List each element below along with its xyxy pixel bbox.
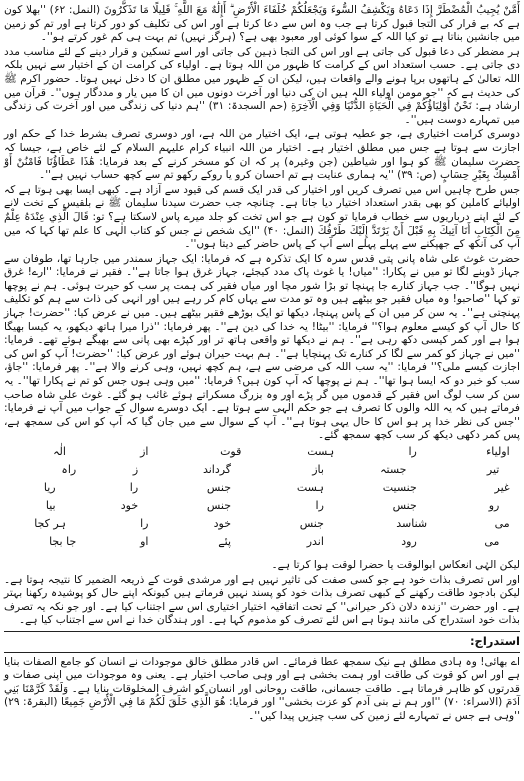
poem-word: را — [140, 517, 149, 530]
paragraph-istidraj: اے بھائی! وہ ہادی مطلق ہے نیک سمجھ عطا فرمائے۔ اس قادر مطلق خالق موجودات نے انسان کو جامع الصفات بنایا ہے اور اس کو قوت کی طاقت اور ہمت بخشی ہے اور وہی صاحب اختیار ہے۔ یعنی وہ موجودات میں اپنی صفات و قدرتوں کو ظاہر فرماتا ہے۔ طاقت جسمانی، طاقت روحانی اور انسان کو اشرف المخلوقات بنایا ہے۔ وَلَقَدْ كَرَّمْنَا بَنِي آدَمَ (الاسراء: ۷۰) ''اور ہم نے بنی آدم کو عزت بخشی'' اور فرمایا: هُوَ الَّذِي خَلَقَ لَكُمْ مَا فِي الْأَرْضِ جَمِيعًا (البقرۃ: ۲۹) ''وہی ہے جس نے تمہارے لئے زمین کی سب چیزیں پیدا کیں''۔ — [4, 655, 520, 722]
paragraph-tasarruf: اور اس تصرف بذات خود ہے جو کسی صفت کی تاثیر نہیں ہے اور مرشدی قوت کے ذریعہ الضمیر کا نتیجہ ہوتا ہے۔ لیکن بادجود طاقت رکھنے کے کبھی تصرف بذات خود کو پسند نہیں فرماتے ہیں کیونکہ اپنے حال کو پوشیدہ رکھنا بہتر ہے۔ اور حضرت ''زندہ دلان ذکر حیرانی'' کے تحت اتفاقیہ اختیار اختیاری اس سے اجتناب کیا ہے۔ اور جو نکہ یہ تصرف بذات خود استدراج کی مانند ہوتا ہے اس لئے تصرف کو مذموم کہا ہے۔ اور ہندگان خدا نے اس سے اجتناب کیا ہے۔ — [4, 573, 520, 627]
poem-word: غیر — [494, 481, 510, 494]
section-heading-istidraj: استدراج: — [469, 633, 520, 648]
poem-word: بیا — [45, 499, 56, 512]
poem-word: تیر — [486, 463, 500, 476]
poem-word: را — [315, 499, 324, 512]
poem-row-1 — [4, 445, 520, 459]
poem-word: پئے — [218, 535, 232, 548]
poem-word: خود — [120, 499, 139, 512]
poem-word: راہ — [61, 463, 77, 476]
poem-word: الٰہ — [53, 445, 66, 458]
poem-word: جنس — [206, 499, 232, 512]
poem-word: باز — [312, 463, 324, 476]
poem-word: جستہ — [380, 463, 407, 476]
section-divider — [4, 652, 520, 653]
poem-word: ریا — [43, 481, 56, 494]
poem-note: لیکن الہٰی انعکاس ابوالوقت یا حضرا لوقت ہوا کرتا ہے۔ — [271, 559, 520, 571]
poem-word: از — [140, 445, 149, 458]
poem-word: شناسد — [396, 517, 428, 530]
poem-word: اولیاء — [486, 445, 510, 458]
paragraph-sulaiman-throne: جس طرح چاہیں اس میں تصرف کریں اور اختیار کی قدر ایک قسم کی قیود سے آزاد ہے۔ کبھی ایسا بھی ہوتا ہے کہ اولیائے کاملین کو بھی بقدر استعداد اختیار دیا جاتا ہے۔ چنانچہ جب حضرت سیدنا سلیمان ﷺ نے بلقیس کے تخت لانے کے لئے اپنے درباریوں سے خطاب فرمایا تو کون ہے جو اس تخت کو جلد میرے پاس لاسکتا ہے؟ تو: قَالَ الَّذِي عِنْدَهُ عِلْمٌ مِنَ الْكِتَابِ أَنَا آتِيكَ بِهِ قَبْلَ أَنْ يَرْتَدَّ إِلَيْكَ طَرْفُكَ (النمل: ۴۰) ''ایک شخص نے جس کو کتاب الٰہی کا علم تھا کہا کہ میں آپ کی آنکھ کے جھپکنے سے پہلے پہلے اسے آپ کے پاس حاضر کیے دیتا ہوں''۔ — [4, 183, 520, 251]
poem-word: قوت — [220, 445, 242, 458]
section-divider — [4, 631, 520, 632]
document-page — [4, 4, 520, 773]
poem-word: جنس — [206, 481, 232, 494]
poem-row-3 — [4, 481, 520, 495]
poem-word: ہست — [296, 481, 324, 494]
poem-row-5 — [4, 517, 520, 531]
poem-word: جنسیت — [382, 481, 417, 494]
poem-word: ہست — [307, 445, 335, 458]
poem-word: او — [140, 535, 149, 548]
poem-row-4 — [4, 499, 520, 513]
poem-word: رو — [488, 499, 500, 512]
poem-word: اندر — [306, 535, 324, 548]
paragraph-ghaus-ali-story: حضرت غوث علی شاہ پانی پتی قدس سرہ کا ایک تذکرہ ہے کہ فرمایا: ایک جہاز سمندر میں جارہا تھا، طوفان سے جہاز ڈوبنے لگا تو میں نے پکارا: ''میاں! یا غوث پاک مدد کیجئے، جہاز غرق ہوا جاتا ہے''۔ فقیر نے فرمایا: ''ارے! غرق نہیں ہوگا''۔ جب جہاز کنارے جا پہنچا تو بڑا شور مچا اور میاں فقیر کی ہمت پر سب کو حیرت ہوئی۔ ہم نے پوچھا تو کہا ''صاحبو! وہ میاں فقیر جو بیٹھے ہیں وہ تو مدت سے یہاں کام کر رہے ہیں اور انہی کی ذات سے ہم کو تکلیف پہنچتی ہے''۔ یہ سن کر میں ان کے پاس پہنچا، دیکھا تو ایک بوڑھے فقیر بیٹھے ہیں۔ میں نے عرض کیا: ''حضرت! جہاز کا حال آپ کو کیسے معلوم ہوا؟'' فرمایا: ''بیٹا! یہ خدا کی دین ہے''۔ پھر فرمایا: ''ذرا میرا ہاتھ دیکھو، یہ کیسا بھیگا ہوا ہے اور کمر کیسی دکھ رہی ہے''۔ ہم نے دیکھا تو واقعی ہاتھ تر اور کپڑے بھی پانی سے بھیگے ہوئے تھے۔ فرمایا: ''میں نے جہاز کو کمر سے لگا کر کنارے تک پہنچایا ہے''۔ ہم بہت حیران ہوئے اور عرض کیا: ''حضرت! آپ کو اس کی اجازت کیسے ملی؟'' فرمایا: ''یہ سب اللہ کی مرضی سے ہے، ہم کچھ نہیں، وہی کرنے والا ہے''۔ پھر فرمایا: ''جاؤ، سب کو خبر دو کہ ایسا ہوا تھا''۔ ہم نے پوچھا کہ آپ کون ہیں؟ فرمایا: ''میں وہی ہوں جس کو تم نے پکارا تھا''۔ یہ سن کر سب لوگ اس فقیر کے قدموں میں گر پڑے اور وہ بزرگ مسکراتے ہوئے غائب ہو گئے۔ غوث علی شاہ صاحب فرماتے ہیں کہ یہ اللہ والوں کا تصرف ہے جو حکم الٰہی سے ہوتا ہے۔ ایک دوسرے سوال کے جواب میں آپ نے فرمایا: ''جس کی نظر خدا پر ہو اس کا حال یہی ہوتا ہے''۔ آپ کے سوال سے میں جان گیا کہ آپ کو اس کی سمجھ ہے، پس کمر دکھی دیکھ کر سب کچھ سمجھ گئے۔ — [4, 252, 520, 442]
poem-word: ز — [132, 463, 139, 476]
paragraph-dua-acceptance: ہر مضطر کی دعا قبول کی جاتی ہے اور اس کی التجا ذہین کی جاتی اور اسے تسکین و قرار دینے کے لئے مناسب مدد دی جاتی ہے۔ حسب استعداد اس کے کرامت کا ظہور من اللہ ہوتا ہے۔ اولیاء کی کرامت ان کے اختیار سے نہیں بلکہ اللہ تعالیٰ کے ہاتھوں برپا ہونے والے واقعات ہیں، لیکن ان کے ظہور میں مطلق ان کا دخل نہیں ہوتا۔ حضور اکرم ﷺ کی حدیث ہے کہ ''جو مومن اولیاء اللہ ہیں ان کی دنیا اور آخرت دونوں میں ان کا میں یار و مددگار ہوں''۔ قرآن میں ارشاد ہے: نَحْنُ أَوْلِيَاؤُكُمْ فِي الْحَيَاةِ الدُّنْيَا وَفِي الْآخِرَةِ (حم السجدۃ: ۳۱) ''ہم دنیا کی زندگی میں اور آخرت کی زندگی میں تمہارے دوست ہیں''۔ — [4, 45, 520, 126]
poem-word: می — [494, 517, 510, 530]
poem-word: جنس — [299, 517, 324, 530]
persian-poem — [4, 445, 520, 557]
poem-row-6 — [4, 535, 520, 549]
poem-word: رود — [401, 535, 417, 548]
poem-word: گرداند — [202, 463, 232, 476]
paragraph-quran-quote: أَمَّنْ يُجِيبُ الْمُضْطَرَّ إِذَا دَعَاهُ وَيَكْشِفُ السُّوءَ وَيَجْعَلُكُمْ خُلَفَاءَ الْأَرْضِ ۗ أَإِلَٰهٌ مَعَ اللَّهِ ۚ قَلِيلًا مَا تَذَكَّرُونَ (النمل: ۶۲) ''بھلا کون ہے کہ بے قرار کی التجا قبول کرتا ہے جب وہ اس سے دعا کرتا ہے اور اس کی تکلیف کو دور کرتا ہے اور تم کو زمین میں جانشین بناتا ہے تو کیا اللہ کے سوا کوئی اور معبود بھی ہے؟ (ہرگز نہیں) تم بہت ہی کم غور کرتے ہو''۔ — [4, 4, 520, 44]
poem-word: می — [484, 535, 500, 548]
poem-word: را — [129, 481, 139, 494]
poem-word: خود — [213, 517, 232, 530]
poem-row-2 — [4, 463, 520, 477]
poem-word: ہر کجا — [34, 517, 66, 530]
poem-word: را — [408, 445, 417, 458]
poem-word: جا بجا — [49, 535, 77, 548]
paragraph-karamat-types: دوسری کرامت اختیاری ہے، جو عطیہ ہوتی ہے، ایک اختیار من اللہ ہے، اور دوسری تصرف بشرط خدا کے حکم اور اجازت سے ہوتا ہے جس میں مطلق اختیار ہے۔ اختیار من اللہ انبیاء کرام علیہم السلام کے لئے خاص ہے، جیسا کہ حضرت سلیمان ﷺ کو ہوا اور شیاطین (جن وغیرہ) پر کہ ان کو مسخر کرنے کے بعد فرمایا: هَٰذَا عَطَاؤُنَا فَامْنُنْ أَوْ أَمْسِكْ بِغَيْرِ حِسَابٍ (ص: ۳۹) ''یہ ہماری عنایت ہے تم احسان کرو یا روکے رکھو تم سے کچھ حساب نہیں ہے''۔ — [4, 128, 520, 182]
poem-word: جنس — [392, 499, 417, 512]
